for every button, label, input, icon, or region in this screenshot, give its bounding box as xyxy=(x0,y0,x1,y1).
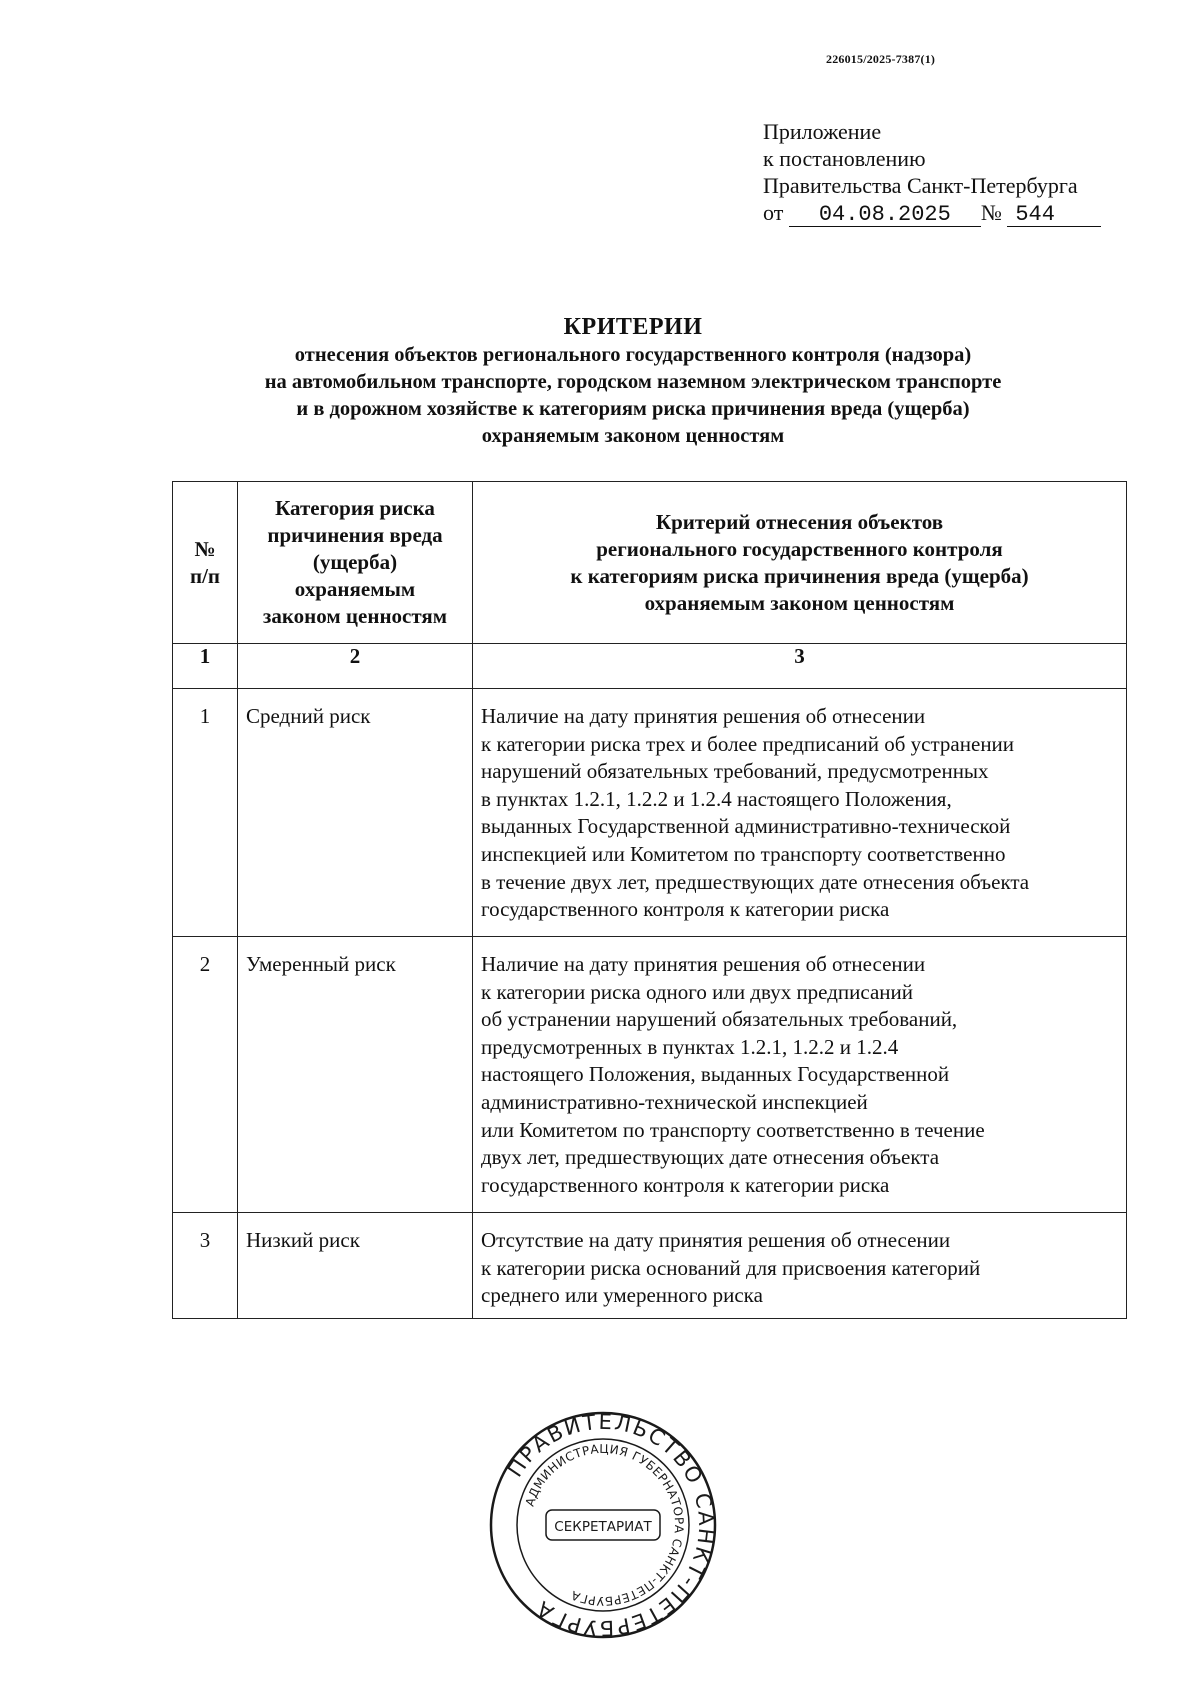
column-number-row xyxy=(173,644,1127,689)
criteria-table xyxy=(172,481,1127,1319)
appendix-line-3: Правительства Санкт-Петербурга xyxy=(763,173,1078,198)
risk-category: Низкий риск xyxy=(238,1213,473,1319)
header-number: № п/п xyxy=(173,482,238,644)
appendix-date-line xyxy=(763,199,1101,227)
appendix-line-2: к постановлению xyxy=(763,146,926,171)
risk-category: Средний риск xyxy=(238,689,473,937)
resolution-date: 04.08.2025 xyxy=(789,204,981,227)
row-number: 2 xyxy=(173,937,238,1213)
title-line: охраняемым законом ценностям xyxy=(481,425,785,447)
stamp-center-text: СЕКРЕТАРИАТ xyxy=(554,1519,652,1535)
header-category: Категория риска причинения вреда (ущерба) охраняемым законом ценностям xyxy=(238,482,473,644)
column-number: 3 xyxy=(473,644,1127,689)
column-number: 1 xyxy=(173,644,238,689)
header-criterion: Критерий отнесения объектов регионального государственного контроля к категориям риска причинения вреда (ущерба) охраняемым законом ценностям xyxy=(473,482,1127,644)
table-row xyxy=(173,689,1127,937)
risk-criterion: Наличие на дату принятия решения об отнесении к категории риска одного или двух предписаний об устранении нарушений обязательных требований, предусмотренных в пунктах 1.2.1, 1.2.2 и 1.2.4 настоящего Положения, выданных Государственной административно-технической инспекцией или Комитетом по транспорту соответственно в течение двух лет, предшествующих дате отнесения объекта государственного контроля к категории риска xyxy=(473,937,1127,1213)
resolution-number: 544 xyxy=(1007,204,1101,227)
row-number: 3 xyxy=(173,1213,238,1319)
stamp-inner-text: АДМИНИСТРАЦИЯ ГУБЕРНАТОРА САНКТ-ПЕТЕРБУРГА xyxy=(522,1441,687,1609)
row-number: 1 xyxy=(173,689,238,937)
title-line: и в дорожном хозяйстве к категориям риска причинения вреда (ущерба) xyxy=(296,398,970,420)
number-label: № xyxy=(980,200,1002,225)
title-line: отнесения объектов регионального государственного контроля (надзора) xyxy=(294,344,972,366)
risk-category: Умеренный риск xyxy=(238,937,473,1213)
table-row xyxy=(173,1213,1127,1319)
stamp-outer-text: ПРАВИТЕЛЬСТВО САНКТ-ПЕТЕРБУРГА xyxy=(502,1410,718,1640)
document-title xyxy=(150,312,1116,450)
title-main: КРИТЕРИИ xyxy=(563,314,703,340)
secretariat-stamp xyxy=(488,1410,718,1640)
appendix-line-1: Приложение xyxy=(763,119,882,144)
from-label: от xyxy=(763,200,784,225)
table-header-row xyxy=(173,482,1127,644)
risk-criterion: Наличие на дату принятия решения об отнесении к категории риска трех и более предписаний об устранении нарушений обязательных требований, предусмотренных в пунктах 1.2.1, 1.2.2 и 1.2.4 настоящего Положения, выданных Государственной административно-технической инспекцией или Комитетом по транспорту соответственно в течение двух лет, предшествующих дате отнесения объекта государственного контроля к категории риска xyxy=(473,689,1127,937)
appendix-block xyxy=(763,118,1101,227)
column-number: 2 xyxy=(238,644,473,689)
risk-criterion: Отсутствие на дату принятия решения об отнесении к категории риска оснований для присвоения категорий среднего или умеренного риска xyxy=(473,1213,1127,1319)
table-row xyxy=(173,937,1127,1213)
title-line: на автомобильном транспорте, городском наземном электрическом транспорте xyxy=(264,371,1002,393)
document-id: 226015/2025-7387(1) xyxy=(826,52,936,66)
